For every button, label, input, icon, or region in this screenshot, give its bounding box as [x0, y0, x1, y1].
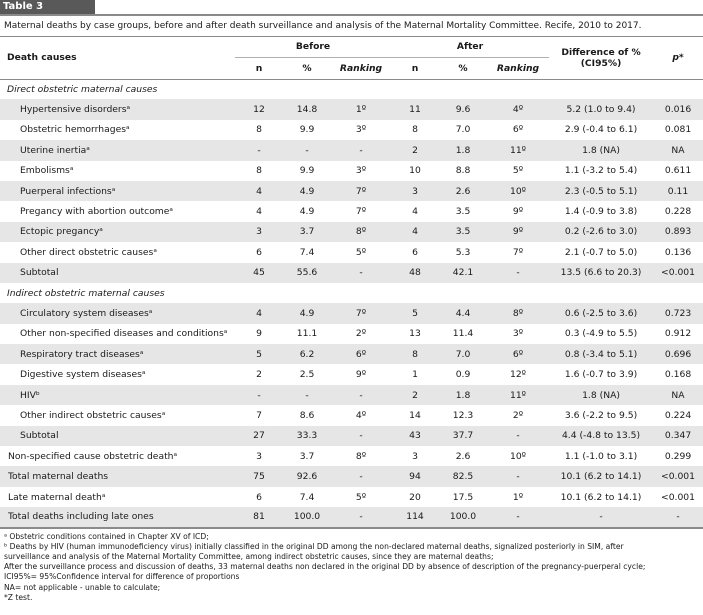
header-before-n: n	[255, 62, 263, 74]
cell-after-ranking: 5º	[512, 165, 524, 177]
cell-after-n: 10	[409, 165, 421, 177]
cell-before-ranking: 7º	[355, 206, 367, 218]
cell-after-pct: 0.9	[455, 369, 471, 381]
cell-before-ranking: 7º	[355, 185, 367, 197]
cell-after-ranking: 6º	[512, 348, 524, 360]
cell-cause: Circulatory system diseasesᵃ	[20, 307, 153, 319]
cell-after-n: 3	[412, 450, 418, 462]
cell-after-ranking: 3º	[512, 328, 524, 340]
cell-after-ranking: 6º	[512, 124, 524, 136]
cell-difference: 1.4 (-0.9 to 3.8)	[564, 206, 638, 218]
header-death-causes: Death causes	[7, 52, 77, 64]
cell-difference: 1.1 (-1.0 to 3.1)	[564, 450, 638, 462]
cell-before-n: 2	[256, 369, 262, 381]
cell-before-ranking: -	[359, 267, 363, 279]
cell-before-n: 45	[253, 267, 265, 279]
cell-difference: 10.1 (6.2 to 14.1)	[560, 471, 642, 483]
table-row	[0, 181, 703, 201]
cell-before-ranking: 8º	[355, 226, 367, 238]
header-p-label: p*	[672, 52, 684, 64]
cell-p: NA	[671, 389, 685, 401]
cell-difference: 2.1 (-0.7 to 5.0)	[564, 246, 638, 258]
cell-cause: Non-specified cause obstetric deathᵃ	[8, 450, 178, 462]
cell-after-ranking: 11º	[509, 389, 527, 401]
cell-after-pct: 17.5	[452, 491, 474, 503]
table-row	[0, 242, 703, 262]
cell-before-pct: -	[305, 144, 309, 156]
cell-after-ranking: 10º	[509, 450, 527, 462]
cell-before-ranking: 7º	[355, 307, 367, 319]
cell-after-n: 14	[409, 409, 421, 421]
section-label: Indirect obstetric maternal causes	[7, 287, 165, 299]
cell-after-n: 20	[409, 491, 421, 503]
table-row	[0, 344, 703, 364]
table-row	[0, 385, 703, 405]
cell-difference: 1.1 (-3.2 to 5.4)	[564, 165, 638, 177]
cell-difference: 10.1 (6.2 to 14.1)	[560, 491, 642, 503]
table-row	[0, 140, 703, 160]
cell-p: 0.081	[664, 124, 692, 136]
cell-p: 0.347	[664, 430, 692, 442]
table-row	[0, 487, 703, 507]
table-label: Table 3	[0, 0, 95, 14]
cell-after-pct: 1.8	[455, 144, 471, 156]
cell-before-ranking: 4º	[355, 409, 367, 421]
cell-after-n: 13	[409, 328, 421, 340]
cell-difference: 0.6 (-2.5 to 3.6)	[564, 307, 638, 319]
cell-before-ranking: 1º	[355, 104, 367, 116]
footnote-line: surveillance and analysis of the Maternal Mortality Committee, among indirect obstetric causes, since they are maternal deaths;	[4, 552, 494, 561]
cell-p: 0.912	[664, 328, 692, 340]
cell-after-pct: 2.6	[455, 450, 471, 462]
cell-difference: 0.8 (-3.4 to 5.1)	[564, 348, 638, 360]
cell-before-ranking: -	[359, 389, 363, 401]
cell-before-n: 4	[256, 206, 262, 218]
cell-difference: -	[599, 511, 603, 523]
cell-p: 0.893	[664, 226, 692, 238]
section-label: Direct obstetric maternal causes	[7, 83, 158, 95]
table-row	[0, 263, 703, 283]
cell-cause: Late maternal deathᵃ	[8, 491, 106, 503]
cell-cause: Digestive system diseasesᵃ	[20, 369, 146, 381]
table-row	[0, 507, 703, 527]
cell-difference: 3.6 (-2.2 to 9.5)	[564, 409, 638, 421]
cell-after-n: 2	[412, 389, 418, 401]
cell-after-n: 114	[406, 511, 424, 523]
cell-after-n: 2	[412, 144, 418, 156]
cell-after-n: 4	[412, 226, 418, 238]
cell-before-n: 6	[256, 246, 262, 258]
cell-cause: HIVᵇ	[20, 389, 40, 401]
cell-difference: 2.9 (-0.4 to 6.1)	[564, 124, 638, 136]
cell-p: <0.001	[661, 267, 696, 279]
cell-before-n: 81	[253, 511, 265, 523]
cell-after-ranking: 7º	[512, 246, 524, 258]
cell-before-pct: 2.5	[299, 369, 315, 381]
cell-difference: 5.2 (1.0 to 9.4)	[566, 104, 636, 116]
cell-after-n: 8	[412, 348, 418, 360]
cell-difference: 2.3 (-0.5 to 5.1)	[564, 185, 638, 197]
cell-before-pct: 100.0	[293, 511, 321, 523]
cell-before-n: 7	[256, 409, 262, 421]
cell-before-n: 3	[256, 450, 262, 462]
table-row	[0, 426, 703, 446]
cell-after-ranking: -	[516, 267, 520, 279]
cell-after-n: 1	[412, 369, 418, 381]
cell-p: NA	[671, 144, 685, 156]
cell-before-pct: 9.9	[299, 165, 315, 177]
cell-difference: 1.8 (NA)	[582, 389, 620, 401]
cell-before-pct: 7.4	[299, 246, 315, 258]
cell-before-n: -	[257, 144, 261, 156]
cell-after-pct: 12.3	[452, 409, 474, 421]
footnote-line: *Z test.	[4, 592, 33, 602]
cell-before-ranking: -	[359, 471, 363, 483]
footnote-line: ᵃ Obstetric conditions contained in Chapter XV of ICD;	[4, 531, 209, 541]
cell-p: <0.001	[661, 471, 696, 483]
cell-cause: Hypertensive disordersᵃ	[20, 104, 131, 116]
cell-before-pct: 6.2	[299, 348, 315, 360]
header-difference-label: Difference of %	[561, 46, 641, 58]
cell-difference: 1.6 (-0.7 to 3.9)	[564, 369, 638, 381]
cell-after-n: 11	[409, 104, 421, 116]
cell-after-pct: 37.7	[452, 430, 474, 442]
cell-cause: Pregancy with abortion outcomeᵃ	[20, 206, 174, 218]
cell-after-pct: 4.4	[455, 307, 471, 319]
cell-after-n: 8	[412, 124, 418, 136]
cell-after-ranking: -	[516, 430, 520, 442]
cell-before-n: 3	[256, 226, 262, 238]
cell-after-n: 3	[412, 185, 418, 197]
table-row	[0, 99, 703, 119]
cell-before-ranking: 6º	[355, 348, 367, 360]
cell-before-n: -	[257, 389, 261, 401]
table-row	[0, 446, 703, 466]
cell-before-ranking: 5º	[355, 491, 367, 503]
cell-after-n: 4	[412, 206, 418, 218]
cell-before-pct: 3.7	[299, 226, 315, 238]
cell-p: 0.723	[664, 307, 692, 319]
cell-before-pct: 4.9	[299, 185, 315, 197]
cell-cause: Puerperal infectionsᵃ	[20, 185, 116, 197]
cell-after-ranking: 9º	[512, 206, 524, 218]
cell-before-n: 12	[253, 104, 265, 116]
header-after-pct: %	[458, 62, 468, 74]
cell-cause: Uterine inertiaᵃ	[20, 144, 90, 156]
cell-before-pct: 7.4	[299, 491, 315, 503]
cell-p: 0.11	[667, 185, 689, 197]
cell-p: 0.299	[664, 450, 692, 462]
cell-p: <0.001	[661, 491, 696, 503]
cell-before-pct: 4.9	[299, 307, 315, 319]
header-before: Before	[235, 37, 391, 57]
cell-before-ranking: 2º	[355, 328, 367, 340]
cell-after-ranking: -	[516, 471, 520, 483]
cell-difference: 13.5 (6.6 to 20.3)	[560, 267, 642, 279]
cell-after-ranking: 10º	[509, 185, 527, 197]
cell-before-ranking: 3º	[355, 165, 367, 177]
header-row-top	[0, 37, 703, 57]
cell-before-pct: 92.6	[296, 471, 318, 483]
cell-before-pct: 11.1	[296, 328, 318, 340]
cell-p: -	[676, 511, 680, 523]
cell-cause: Embolismsᵃ	[20, 165, 74, 177]
cell-p: 0.228	[664, 206, 692, 218]
table-row	[0, 222, 703, 242]
cell-difference: 1.8 (NA)	[582, 144, 620, 156]
cell-after-ranking: 2º	[512, 409, 524, 421]
data-table	[0, 37, 703, 529]
header-difference	[549, 37, 653, 79]
footnote-line: After the surveillance process and discussion of deaths, 33 maternal deaths non declared in the original DD by absence of description of the pregnancy-puerperal cycle;	[4, 562, 646, 572]
cell-p: 0.696	[664, 348, 692, 360]
cell-p: 0.016	[664, 104, 692, 116]
cell-before-pct: 3.7	[299, 450, 315, 462]
cell-before-pct: 33.3	[296, 430, 318, 442]
footnote-line: ICI95%= 95%Confidence interval for difference of proportions	[4, 572, 240, 582]
cell-before-pct: 14.8	[296, 104, 318, 116]
cell-before-n: 8	[256, 165, 262, 177]
cell-after-ranking: 4º	[512, 104, 524, 116]
header-before-pct: %	[302, 62, 312, 74]
cell-after-pct: 8.8	[455, 165, 471, 177]
cell-before-n: 75	[253, 471, 265, 483]
cell-p: 0.611	[664, 165, 692, 177]
cell-before-n: 8	[256, 124, 262, 136]
cell-after-pct: 100.0	[449, 511, 477, 523]
table-row	[0, 120, 703, 140]
cell-after-n: 6	[412, 246, 418, 258]
cell-before-ranking: 8º	[355, 450, 367, 462]
cell-before-pct: 4.9	[299, 206, 315, 218]
cell-after-ranking: 9º	[512, 226, 524, 238]
cell-after-pct: 82.5	[452, 471, 474, 483]
cell-after-n: 43	[409, 430, 421, 442]
cell-cause: Subtotal	[20, 267, 59, 279]
header-after-ranking: Ranking	[496, 62, 540, 74]
cell-after-ranking: 1º	[512, 491, 524, 503]
cell-before-ranking: -	[359, 511, 363, 523]
cell-p: 0.136	[664, 246, 692, 258]
cell-cause: Obstetric hemorrhagesᵃ	[20, 124, 130, 136]
cell-cause: Other indirect obstetric causesᵃ	[20, 409, 166, 421]
section-row	[0, 79, 703, 99]
header-difference-sub: (CI95%)	[580, 57, 622, 69]
table-row	[0, 201, 703, 221]
cell-cause: Other non-specified diseases and conditionsᵃ	[20, 328, 228, 340]
cell-before-n: 4	[256, 307, 262, 319]
cell-after-ranking: 12º	[509, 369, 527, 381]
table-row	[0, 364, 703, 384]
cell-after-pct: 42.1	[452, 267, 474, 279]
cell-before-ranking: -	[359, 144, 363, 156]
table-row	[0, 303, 703, 323]
table-body	[0, 79, 703, 528]
cell-before-pct: 9.9	[299, 124, 315, 136]
footnotes	[0, 529, 703, 603]
cell-before-ranking: 5º	[355, 246, 367, 258]
table-row	[0, 324, 703, 344]
cell-after-pct: 7.0	[455, 348, 471, 360]
table-row	[0, 161, 703, 181]
cell-cause: Total deaths including late ones	[8, 511, 154, 523]
header-after-n: n	[411, 62, 419, 74]
cell-after-ranking: -	[516, 511, 520, 523]
cell-before-n: 9	[256, 328, 262, 340]
header-after: After	[391, 37, 549, 57]
cell-p: 0.168	[664, 369, 692, 381]
cell-after-pct: 1.8	[455, 389, 471, 401]
cell-before-ranking: 3º	[355, 124, 367, 136]
cell-cause: Subtotal	[20, 430, 59, 442]
cell-after-pct: 9.6	[455, 104, 471, 116]
cell-before-ranking: 9º	[355, 369, 367, 381]
cell-difference: 0.2 (-2.6 to 3.0)	[564, 226, 638, 238]
cell-p: 0.224	[664, 409, 692, 421]
cell-after-pct: 5.3	[455, 246, 471, 258]
cell-after-pct: 3.5	[455, 226, 471, 238]
cell-cause: Ectopic pregancyᵃ	[20, 226, 103, 238]
table-caption: Maternal deaths by case groups, before and after death surveillance and analysis of the Maternal Mortality Committee. Recife, 2010 to 2017.	[0, 14, 703, 37]
cell-after-pct: 2.6	[455, 185, 471, 197]
header-before-ranking: Ranking	[339, 62, 383, 74]
cell-before-n: 5	[256, 348, 262, 360]
cell-before-n: 27	[253, 430, 265, 442]
table-row	[0, 466, 703, 486]
cell-after-pct: 3.5	[455, 206, 471, 218]
cell-after-n: 5	[412, 307, 418, 319]
table-row	[0, 405, 703, 425]
cell-difference: 4.4 (-4.8 to 13.5)	[561, 430, 641, 442]
cell-after-ranking: 11º	[509, 144, 527, 156]
cell-before-n: 6	[256, 491, 262, 503]
cell-after-pct: 7.0	[455, 124, 471, 136]
cell-cause: Total maternal deaths	[8, 471, 109, 483]
cell-difference: 0.3 (-4.9 to 5.5)	[564, 328, 638, 340]
cell-before-n: 4	[256, 185, 262, 197]
footnote-line: ᵇ Deaths by HIV (human immunodeficiency virus) initially classified in the original DD among the non-declared maternal deaths, signalized posteriorly in SIM, after	[4, 541, 624, 551]
cell-after-ranking: 8º	[512, 307, 524, 319]
cell-before-ranking: -	[359, 430, 363, 442]
header-p	[653, 37, 703, 79]
cell-cause: Other direct obstetric causesᵃ	[20, 246, 157, 258]
cell-after-n: 94	[409, 471, 421, 483]
cell-after-n: 48	[409, 267, 421, 279]
cell-cause: Respiratory tract diseasesᵃ	[20, 348, 144, 360]
cell-before-pct: 55.6	[296, 267, 318, 279]
footnote-line: NA= not applicable - unable to calculate;	[4, 582, 161, 592]
cell-after-pct: 11.4	[452, 328, 474, 340]
section-row	[0, 283, 703, 303]
cell-before-pct: -	[305, 389, 309, 401]
cell-before-pct: 8.6	[299, 409, 315, 421]
